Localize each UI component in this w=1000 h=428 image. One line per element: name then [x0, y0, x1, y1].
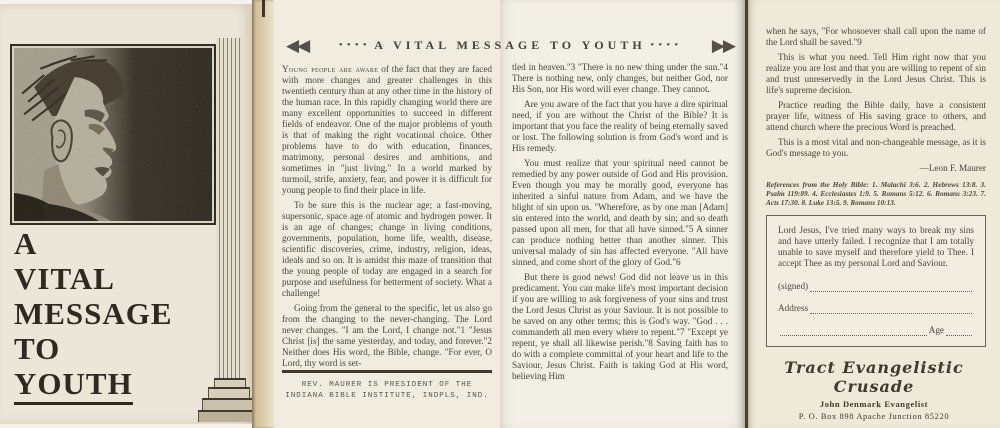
address-row: [778, 303, 974, 314]
paragraph: But there is good news! God did not leave us in this predicament. You can make life's most important decision if you are willing to ask forgiveness of your sins and trust the Lord Jesus Christ as your Saviour. It is not possible to be saved on any other terms; this is God's way. "God . . . commandeth all men every where to repent."7 "Except ye repent, ye shall all likewise perish."8 Saving faith has to do with a complete committal of your heart and life to the Saviour, Jesus Christ. Faith is taking God at His word, believing Him: [512, 272, 728, 381]
author-credit-line: REV. MAURER IS PRESIDENT OF THE: [301, 381, 473, 389]
publisher-address: P. O. Box 898 Apache Junction 85220: [798, 411, 950, 421]
cover-panel: [0, 4, 252, 424]
signed-label: (signed): [778, 281, 809, 291]
double-arrow-right-icon: ▶▶: [711, 35, 734, 55]
cover-title-line-underlined: YOUTH: [14, 366, 133, 405]
back-panel-text: [766, 26, 986, 361]
fold-edge: [252, 0, 274, 428]
paragraph: Going from the general to the specific, let us also go from the changing to the never-changing. The Lord never changes. "I am the Lord, I change not."1 "Jesus Christ [is] the same yesterday, and today, and forever."2 Neither does His word, the Bible, change. "For ever, O Lord, thy word is set-: [282, 303, 492, 368]
double-arrow-left-icon: ◀◀: [286, 35, 309, 55]
profile-drawing-svg: [14, 48, 212, 221]
fold-notch-mark: [262, 0, 265, 17]
spread-header-title: A VITAL MESSAGE TO YOUTH: [374, 38, 646, 52]
cover-title-line: VITAL: [14, 261, 115, 296]
paragraph: tled in heaven."3 "There is no new thing under the sun."4 There is nothing new, only changes, but neither God, nor His Son, nor His word will ever change. They cannot.: [512, 62, 728, 94]
cover-title-line: MESSAGE: [14, 296, 173, 331]
paragraph: You must realize that your spiritual need cannot be remedied by any power outside of God and His provision. Even though you may be morally good, everyone has inherited a sinful nature from Adam, and we have the blight of sin upon us. "Wherefore, as by one man [Adam] sin entered into the world, and death by sin; and so death passed upon all men, for that all have sinned."5 A sinner can produce nothing better than another sinner. This universal malady of sin has affected everyone. "All have sinned, and come short of the glory of God."6: [512, 158, 728, 267]
author-credit: [282, 370, 492, 402]
header-dots: ····: [649, 37, 682, 53]
paragraph: This is a most vital and non-changeable message, as it is God's message to you.: [766, 137, 986, 158]
paragraph: This is what you need. Tell Him right now that you realize you are lost and that you are willing to repent of sin and trust unreservedly in the Lord Jesus Christ. This is life's supreme decision.: [766, 52, 986, 95]
evangelist-name: John Denmark Evangelist: [819, 399, 929, 409]
signed-fill-line[interactable]: [810, 282, 972, 292]
paragraph: when he says, "For whosoever shall call upon the name of the Lord shall be saved."9: [766, 26, 986, 47]
cover-title-line: TO: [14, 331, 61, 366]
age-row: [778, 325, 974, 336]
age-label: Age: [928, 325, 944, 335]
publisher-footer: [748, 358, 1000, 421]
page-right-panel: [500, 0, 746, 428]
paragraph: To be sure this is the nuclear age; a fast-moving, supersonic, space age of atomic and hydrogen power. It is an age of changes; change in living conditions, governments, population, home life, wealth, disease, scientific discoveries, crime, industry, religion, ideas, ideals and so on. It is amidst this maze of transition that the young people of today are engaged in a search for purpose and usefulness for betterment of society. What a challenge!: [282, 200, 492, 298]
header-dots: ····: [338, 37, 371, 53]
back-panel: [748, 0, 1000, 428]
spread-header: [276, 32, 744, 58]
address-fill-line[interactable]: [810, 304, 972, 314]
paragraph: Are you aware of the fact that you have a dire spiritual need, if you are without the Christ of the Bible? It is important that you face the reality of being eternally saved or lost. The following solution is from God's word and is His remedy.: [512, 99, 728, 153]
page-right-text: [512, 62, 728, 386]
address-fill-line-2[interactable]: [780, 326, 927, 336]
author-signature: —Leon F. Maurer: [919, 163, 986, 173]
page-left-text: [282, 64, 492, 373]
decision-prayer: Lord Jesus, I've tried many ways to break my sins and have utterly failed. I recognize that I am totally unable to save myself and therefore yield to Thee. I accept Thee as my personal Lord and Saviour.: [778, 225, 974, 268]
page-left-panel: [274, 0, 500, 428]
cover-title-line: A: [14, 226, 38, 261]
paragraph-text: of the fact that they are faced with more changes and greater challenges in this twentieth century than at any other time in the history of the human race. In this rapidly changing world there are many excellent opportunities to succeed in different fields of endeavor. One of the major problems of youth is that of making the right vocational choice. Other problems have to do with education, finances, matrimony, personal desires and ambitions, and sometimes in "just living." In a world marked by turmoil, strife, anxiety, fear, and power it is difficult for young people to find their place in life.: [282, 64, 493, 195]
young-man-profile-illustration: [10, 44, 216, 225]
paragraph-lead-smallcaps: Young people are aware: [282, 64, 379, 74]
address-label: Address: [778, 303, 809, 313]
cover-title: [14, 226, 173, 405]
decision-form-box: [766, 215, 986, 347]
publisher-name: Tract Evangelistic Crusade: [784, 358, 964, 396]
scripture-references: References from the Holy Bible: 1. Malachi 3:6. 2. Hebrews 13:8. 3. Psalm 119:89. 4. Ecclesiastes 1:9. 5. Romans 5:12. 6. Romans 3:23. 7. Acts 17:30. 8. Luke 13:5. 9. Romans 10:13.: [766, 180, 986, 207]
age-fill-line[interactable]: [946, 326, 972, 336]
signed-row: [778, 281, 974, 292]
paragraph: Practice reading the Bible daily, have a consistent prayer life, witness of His saving grace to others, and attend church where the precious Word is preached.: [766, 100, 986, 132]
paragraph: [282, 64, 492, 196]
pillar-shaft-illustration: [216, 38, 242, 378]
pillar-base-block: [198, 410, 254, 422]
author-credit-line: INDIANA BIBLE INSTITUTE, INDPLS, IND.: [285, 392, 489, 400]
